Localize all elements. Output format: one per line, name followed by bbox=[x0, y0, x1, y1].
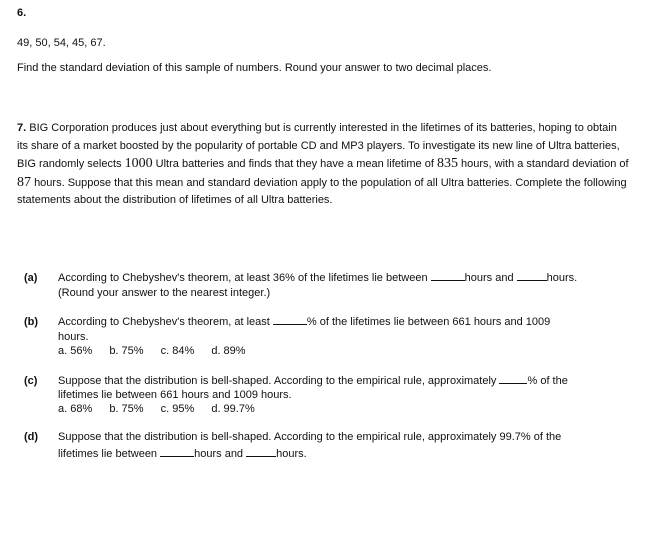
part-d-line-1 bbox=[24, 431, 561, 443]
part-b-option[interactable]: d. 89% bbox=[211, 345, 246, 357]
part-c-option[interactable]: a. 68% bbox=[58, 403, 93, 415]
q7-intro-text-1: BIG Corporation produces just about everything but is currently interested in the lifetimes of its batteries, hoping to obtain its share of a market boosted by the popularity of portable CD and MP3 players. To investigate its new line of Ultra batteries, BIG randomly selects bbox=[17, 122, 620, 170]
part-d-text-1: Suppose that the distribution is bell-shaped. According to the empirical rule, approximately 99.7% of the bbox=[58, 431, 562, 443]
part-b-text-1: According to Chebyshev's theorem, at least bbox=[58, 316, 270, 328]
q7-number: 7. bbox=[17, 122, 27, 134]
part-a-answer-lower[interactable] bbox=[431, 270, 465, 281]
part-b-option[interactable]: a. 56% bbox=[58, 345, 93, 357]
q7-intro-text-3: hours, with a standard deviation of bbox=[461, 158, 629, 170]
q6-data: 49, 50, 54, 45, 67. bbox=[17, 37, 106, 49]
part-c-option[interactable]: b. 75% bbox=[109, 403, 144, 415]
part-c-text-3: lifetimes lie between 661 hours and 1009 hours. bbox=[58, 389, 292, 401]
part-a-note: (Round your answer to the nearest integer.) bbox=[58, 287, 271, 299]
part-c-answer[interactable] bbox=[499, 373, 527, 384]
part-d-line-2 bbox=[58, 446, 307, 460]
part-d-text-2: lifetimes lie between bbox=[58, 448, 158, 460]
part-b-option[interactable]: c. 84% bbox=[160, 345, 195, 357]
q7-intro-text-4: hours. Suppose that this mean and standard deviation apply to the population of all Ultra batteries. Complete the following statements about the distribution of lifetimes of all Ultra batteries. bbox=[17, 176, 627, 206]
part-d-label: (d) bbox=[24, 431, 39, 443]
part-b-option[interactable]: b. 75% bbox=[109, 345, 144, 357]
part-c-option[interactable]: d. 99.7% bbox=[211, 403, 255, 415]
part-a-text-1: According to Chebyshev's theorem, at least 36% of the lifetimes lie between bbox=[58, 272, 428, 284]
part-a-text-3: hours. bbox=[546, 272, 578, 284]
part-a-answer-upper[interactable] bbox=[517, 270, 547, 281]
part-b-line-1 bbox=[24, 314, 550, 328]
part-a-label: (a) bbox=[24, 272, 38, 284]
part-d-answer-lower[interactable] bbox=[160, 446, 194, 457]
part-a-line-1 bbox=[24, 270, 577, 284]
part-d-text-3: hours and bbox=[194, 448, 244, 460]
part-c-option[interactable]: c. 95% bbox=[160, 403, 195, 415]
part-d-answer-upper[interactable] bbox=[246, 446, 276, 457]
part-a-text-2: hours and bbox=[464, 272, 514, 284]
q7-sample-size: 1000 bbox=[124, 156, 153, 171]
q7-sd: 87 bbox=[17, 174, 31, 190]
q6-number: 6. bbox=[17, 7, 27, 19]
part-c-line-1 bbox=[24, 373, 568, 387]
q7-intro bbox=[17, 120, 629, 210]
part-b-label: (b) bbox=[24, 316, 39, 328]
q7-intro-text-2: Ultra batteries and finds that they have a mean lifetime of bbox=[155, 158, 434, 170]
q6-prompt: Find the standard deviation of this sample of numbers. Round your answer to two decimal places. bbox=[17, 62, 492, 74]
part-c-text-1: Suppose that the distribution is bell-shaped. According to the empirical rule, approximately bbox=[58, 375, 497, 387]
part-c-options bbox=[58, 403, 269, 415]
part-b-answer[interactable] bbox=[273, 314, 307, 325]
part-b-options bbox=[58, 345, 260, 357]
part-c-text-2: % of the bbox=[527, 375, 568, 387]
q7-mean: 835 bbox=[436, 156, 458, 171]
part-b-text-2: % of the lifetimes lie between 661 hours and 1009 bbox=[306, 316, 551, 328]
part-b-text-3: hours. bbox=[58, 331, 89, 343]
part-d-text-4: hours. bbox=[276, 448, 307, 460]
part-c-label: (c) bbox=[24, 375, 38, 387]
